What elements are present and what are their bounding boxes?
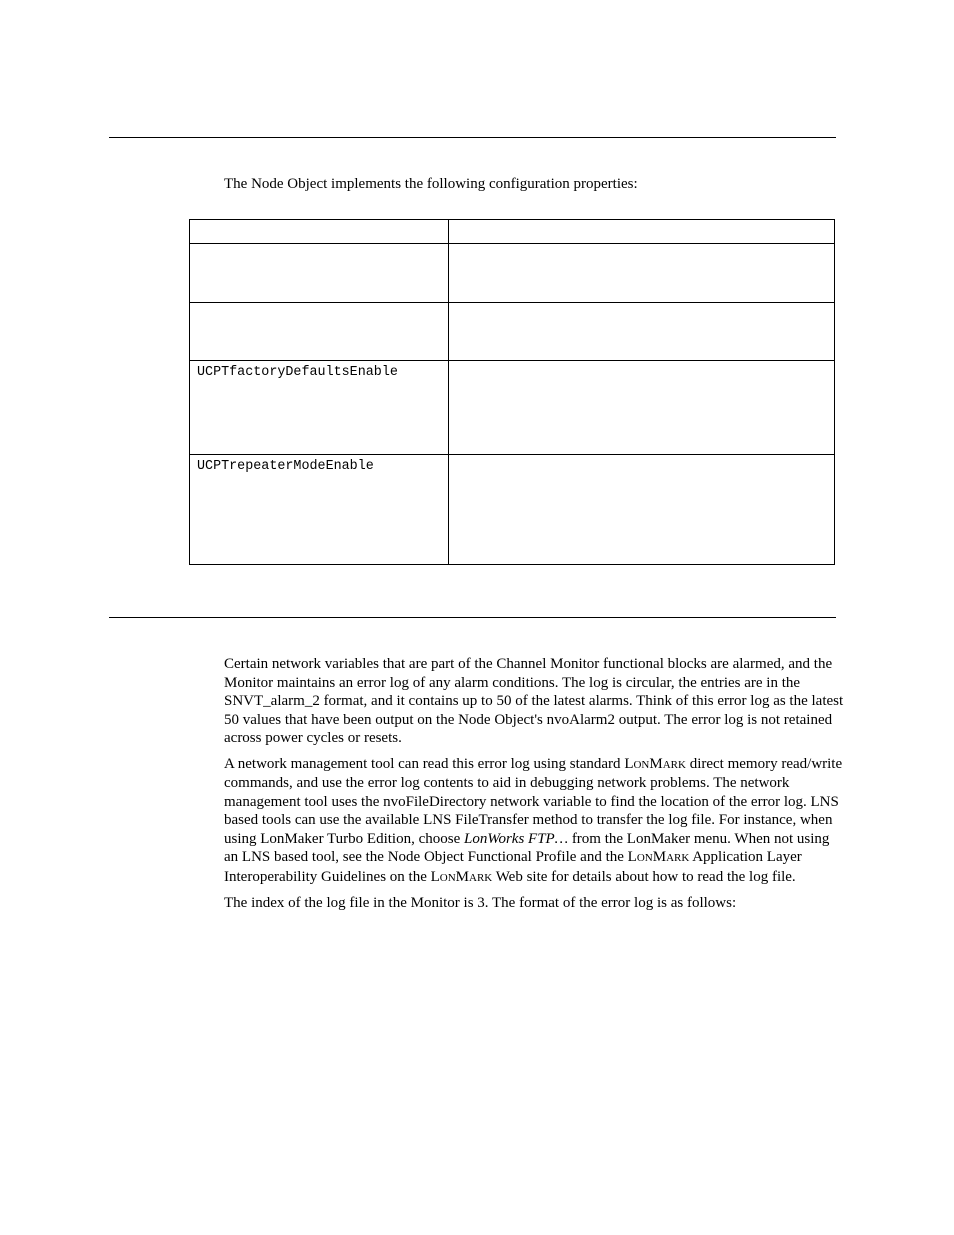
config-properties-table <box>189 219 835 565</box>
lonmark-mark-smallcaps: ARK <box>469 871 493 884</box>
section-divider-middle <box>109 617 836 618</box>
lonmark-mark-smallcaps: ON <box>636 852 653 864</box>
lonmark-mark-smallcaps: ON <box>439 871 456 884</box>
lonmark-mark-smallcaps: ON <box>633 758 650 771</box>
table-row <box>190 303 835 361</box>
text-run: direct memory read/write commands, and use the error log contents to aid in debugging network problems. The network management tool uses the nvoFileDirectory network variable to find the location of the error log. LNS based tools can use the available LNS FileTransfer method to transfer the log file. For instance, when using LonMaker Turbo Edition, choose <box>224 755 843 847</box>
table-row <box>190 455 835 565</box>
property-name: UCPTfactoryDefaultsEnable <box>190 361 449 455</box>
lonmark-mark: M <box>652 849 667 865</box>
lonmark-mark: L <box>430 868 440 885</box>
lonmark-mark: M <box>455 868 470 885</box>
table-row <box>190 361 835 455</box>
text-run: A network management tool can read this error log using standard <box>224 755 625 772</box>
property-description <box>449 244 835 303</box>
paragraph-reading-log <box>224 755 844 888</box>
error-log-section <box>224 655 844 920</box>
lonmark-mark-smallcaps: ARK <box>662 758 686 771</box>
header-cell-description <box>449 220 835 244</box>
section-divider-top <box>109 137 836 138</box>
property-name <box>190 303 449 361</box>
header-cell-name <box>190 220 449 244</box>
text-run: Application Layer Interoperability Guidelines on the <box>224 849 802 885</box>
property-name: UCPTrepeaterModeEnable <box>190 455 449 565</box>
intro-text: The Node Object implements the following configuration properties: <box>224 176 638 192</box>
lonmark-mark-smallcaps: ARK <box>666 852 690 864</box>
paragraph-log-format: The index of the log file in the Monitor is 3. The format of the error log is as follows: <box>224 895 737 911</box>
property-description <box>449 455 835 565</box>
property-description <box>449 303 835 361</box>
table-header-row <box>190 220 835 244</box>
lonmark-mark: L <box>627 849 637 865</box>
table-row <box>190 244 835 303</box>
paragraph-error-log-intro: Certain network variables that are part of the Channel Monitor functional blocks are alarmed, and the Monitor maintains an error log of any alarm conditions. The log is circular, the entries are in the SNVT_alarm_2 format, and it contains up to 50 of the latest alarms. Think of this error log as the latest 50 values that have been output on the Node Object's nvoAlarm2 output. The error log is not retained across power cycles or resets. <box>224 656 844 746</box>
text-run: Web site for details about how to read the log file. <box>492 868 796 885</box>
lonmark-mark: L <box>624 755 634 772</box>
text-run: from the LonMaker menu. When not using an LNS based tool, see the Node Object Functional Profile and the <box>224 830 830 865</box>
property-name <box>190 244 449 303</box>
lonmark-mark: M <box>649 755 663 772</box>
menu-reference: LonWorks FTP… <box>464 830 569 847</box>
property-description <box>449 361 835 455</box>
